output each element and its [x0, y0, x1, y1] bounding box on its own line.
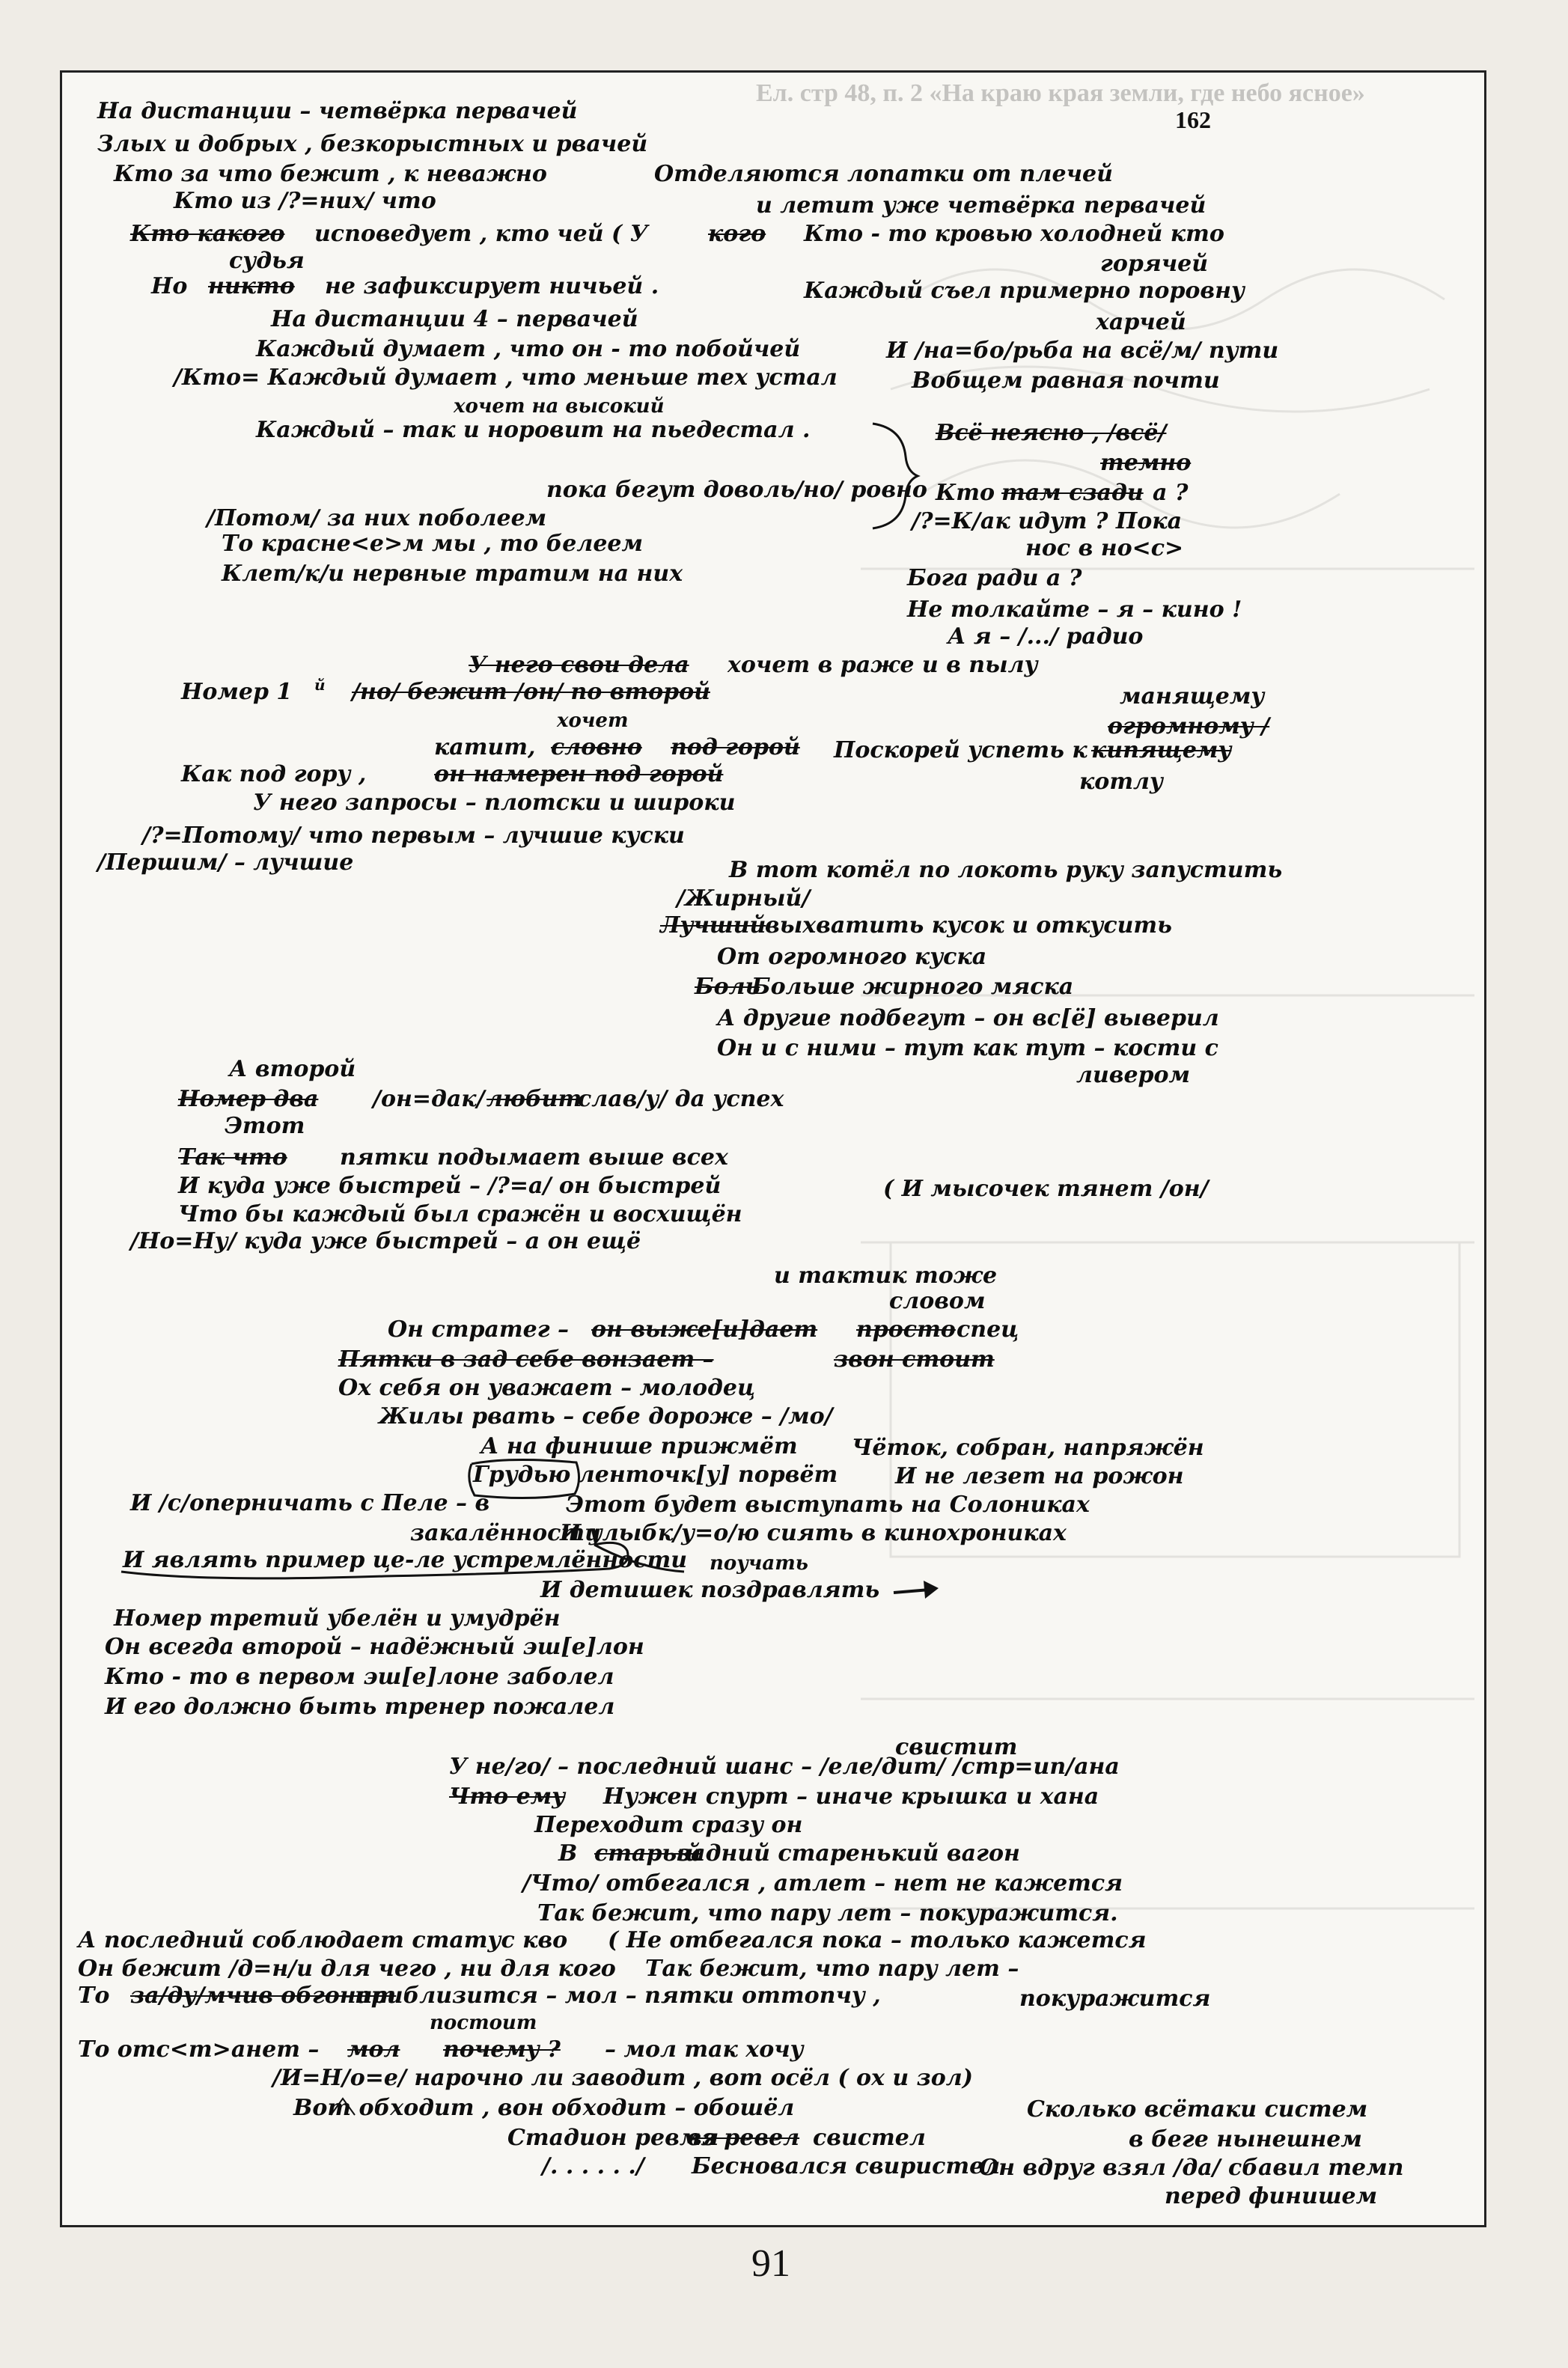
text-line: /Першим/ – лучшие	[97, 849, 354, 876]
text-line: судья	[229, 248, 305, 274]
text-line: Стадион ревмя	[507, 2125, 719, 2151]
text-line-struck: Пятки в зад себе вонзает –	[338, 1346, 714, 1373]
text-line: Сколько всётаки систем	[1027, 2096, 1368, 2123]
text-line: И не лезет на рожон	[895, 1463, 1184, 1489]
text-line: Номер 1	[181, 679, 293, 705]
text-line-struck: он намерен под горой	[434, 761, 724, 787]
text-line: И /на=бо/рьба на всё/м/ пути	[886, 338, 1279, 364]
text-line: свистит	[895, 1734, 1018, 1760]
text-line: Жилы рвать – себе дороже – /мо/	[379, 1403, 833, 1429]
text-line: Клет/к/и нервные тратим на них	[222, 561, 683, 587]
text-line: И куда уже быстрей – /?=а/ он быстрей	[178, 1173, 722, 1199]
text-line: харчей	[1096, 309, 1186, 335]
text-line-struck: под горой	[671, 734, 800, 760]
text-line: котлу	[1079, 769, 1163, 795]
text-line-struck: словно	[551, 734, 642, 760]
text-annotation: постоит	[430, 2012, 537, 2034]
text-line: а ?	[1153, 480, 1189, 506]
text-line: А другие подбегут – он вс[ё] выверил	[717, 1005, 1219, 1031]
text-line: закалённости	[410, 1520, 601, 1546]
text-line: Так бежит, что пару лет –	[645, 1956, 1019, 1982]
text-line: ливером	[1076, 1062, 1191, 1088]
text-line: Отделяются лопатки от плечей	[654, 161, 1113, 187]
text-line: Переходит сразу он	[534, 1812, 803, 1838]
text-line: покуражится	[1019, 1986, 1211, 2012]
text-line: Кто - то кровью холодней кто	[804, 221, 1224, 247]
text-line: и тактик тоже	[774, 1263, 998, 1289]
text-line: А последний соблюдает статус кво	[78, 1927, 568, 1953]
text-line: Злых и добрых , безкорыстных и рвачей	[97, 131, 648, 157]
text-line: /. . . . . ./	[542, 2153, 644, 2179]
text-line: спец	[957, 1316, 1019, 1343]
text-line: в беге нынешнем	[1129, 2126, 1362, 2152]
text-line: А на финише прижмёт	[481, 1433, 798, 1459]
text-line: приблизится – мол – пятки оттопчу ,	[355, 1983, 881, 2009]
text-line-struck: никто	[208, 273, 295, 299]
text-line: То красне<е>м мы , то белеем	[222, 531, 644, 557]
text-line: Этот	[225, 1113, 305, 1139]
text-line: Как под гору ,	[181, 761, 367, 787]
text-line-struck: вз ревел	[687, 2125, 800, 2151]
text-line: ( Не отбегался пока – только кажется	[608, 1927, 1147, 1953]
text-line-struck: Так что	[178, 1144, 287, 1171]
text-line-struck: темно	[1100, 450, 1192, 476]
text-line: слав/у/ да успех	[578, 1086, 784, 1112]
text-line: Нужен спурт – иначе крышка и хана	[603, 1783, 1099, 1810]
text-line-struck: старый	[594, 1840, 701, 1867]
text-line: манящему	[1120, 683, 1265, 710]
text-line-struck: почему ?	[443, 2036, 561, 2063]
text-line: На дистанции 4 – первачей	[271, 306, 638, 332]
text-line: Не толкайте – я – кино !	[907, 596, 1242, 623]
text-line: Кто за что бежит , к неважно	[114, 161, 547, 187]
page-number-bottom: 91	[751, 2242, 790, 2285]
text-line: У него запросы – плотски и широки	[253, 790, 736, 816]
text-line: И /с/оперничать с Пеле – в	[130, 1490, 490, 1516]
text-annotation: хочет на высокий	[454, 395, 665, 418]
text-line: – мол так хочу	[605, 2036, 804, 2063]
text-line: Вобщем равная почти	[912, 367, 1220, 394]
text-line: Он бежит /д=н/и для чего , ни для кого	[78, 1956, 616, 1982]
text-line: хочет в раже и в пылу	[727, 652, 1038, 678]
text-line-struck: Кто какого	[130, 221, 285, 247]
text-line: Этот будет выступать на Солониках	[566, 1492, 1090, 1518]
text-line: И его должно быть тренер пожалел	[105, 1694, 615, 1720]
text-line: Бесновался свиристел	[692, 2153, 1001, 2179]
text-line-struck: мол	[347, 2036, 400, 2063]
text-line: От огромного куска	[717, 944, 987, 970]
text-line: Ох себя он уважает – молодец	[338, 1375, 756, 1401]
text-line: пятки подымает выше всех	[340, 1144, 728, 1171]
text-line: Так бежит, что пару лет – покуражится.	[537, 1900, 1118, 1926]
text-line-struck: Лучший	[660, 912, 766, 939]
curly-brace-mark	[868, 419, 921, 531]
underline-loop-mark	[115, 1539, 639, 1584]
text-line: А я – /.../ радио	[948, 623, 1144, 650]
text-line: /Но=Ну/ куда уже быстрей – а он ещё	[130, 1228, 641, 1254]
text-line: Бога ради а ?	[907, 565, 1082, 591]
text-line: Кто - то в первом эш[е]лоне заболел	[105, 1664, 614, 1690]
text-line: Поскорей успеть к	[834, 737, 1087, 763]
text-line: И улыбк/у=о/ю сиять в кинохрониках	[560, 1520, 1067, 1546]
text-line: ( И мысочек тянет /он/	[883, 1176, 1209, 1202]
text-line: горячей	[1100, 251, 1209, 277]
text-line: Он стратег –	[388, 1316, 570, 1343]
text-line-struck: Всё неясно , /всё/	[936, 420, 1167, 446]
text-line: нос в но<с>	[1025, 535, 1184, 561]
text-line: задний старенький вагон	[677, 1840, 1020, 1867]
arrow-icon	[891, 1576, 943, 1606]
text-line: То отс<т>анет –	[78, 2036, 320, 2063]
text-annotation: поучать	[710, 1552, 808, 1575]
text-line: Больше жирного мяска	[751, 974, 1074, 1000]
text-line: Он вдруг взял /да/ сбавил темп	[979, 2155, 1404, 2181]
text-line: Кто	[936, 480, 995, 506]
ghost-header-text: Ел. стр 48, п. 2 «На краю края земли, где небо ясное»	[756, 79, 1365, 107]
text-line-struck: /но/ бежит /он/ по второй	[352, 679, 710, 705]
circled-word-mark	[464, 1458, 584, 1500]
text-line: В	[558, 1840, 578, 1867]
text-line-struck: любит	[486, 1086, 582, 1112]
text-line-struck: кипящему	[1091, 737, 1232, 763]
text-line-struck: звон стоит	[834, 1346, 995, 1373]
text-line-struck: У него свои дела	[469, 652, 689, 678]
text-line-struck: Боль	[695, 974, 760, 1000]
text-line: свистел	[813, 2125, 926, 2151]
text-line: /Что/ отбегался , атлет – нет не кажется	[522, 1870, 1123, 1896]
text-line-struck: за/ду/мчив обгонит	[130, 1983, 397, 2009]
text-line: Вот обходит , вон обходит – обошёл	[293, 2095, 795, 2121]
text-line: /он=дак/	[373, 1086, 485, 1112]
text-line: /Кто= Каждый думает , что меньше тех устал	[174, 364, 838, 391]
text-line-struck: огромному /	[1108, 713, 1270, 739]
text-line: выхватить кусок и откусить	[765, 912, 1172, 939]
text-line: катит,	[434, 734, 536, 760]
text-line-struck: Номер два	[178, 1086, 319, 1112]
text-line: У не/го/ – последний шанс – /еле/дит/ /стр=ип/ана	[449, 1754, 1120, 1780]
text-line: На дистанции – четвёрка первачей	[97, 98, 578, 124]
text-line: Чёток, собран, напряжён	[852, 1435, 1204, 1461]
text-line: пока бегут доволь/но/ ровно	[546, 477, 927, 503]
text-line: /Жирный/	[677, 885, 811, 912]
text-line: /?=К/ак идут ? Пока	[912, 508, 1183, 534]
text-line: Он и с ними – тут как тут – кости с	[717, 1035, 1218, 1061]
text-line: Каждый думает , что он - то побойчей	[256, 336, 801, 362]
text-annotation: хочет	[557, 710, 629, 732]
text-line: То	[78, 1983, 110, 2009]
text-line: и летит уже четвёрка первачей	[756, 192, 1206, 219]
text-line: словом	[889, 1288, 986, 1314]
text-line: И детишек поздравлять	[540, 1577, 880, 1603]
text-line: Каждый съел примерно поровну	[804, 278, 1245, 304]
text-line-struck: он выже[и]дает	[591, 1316, 818, 1343]
text-line-struck: просто	[856, 1316, 956, 1343]
text-line: В тот котёл по локоть руку запустить	[729, 857, 1283, 883]
text-line: /И=Н/о=е/ нарочно ли заводит , вот осёл ( ох и зол)	[272, 2065, 973, 2091]
text-line: Номер третий убелён и умудрён	[114, 1605, 561, 1632]
text-line: перед финишем	[1165, 2183, 1378, 2209]
text-line: не зафиксирует ничьей .	[325, 273, 659, 299]
text-line: А второй	[229, 1056, 356, 1082]
insertion-caret-mark	[328, 2096, 358, 2118]
text-superscript: й	[314, 676, 326, 694]
text-line: Что бы каждый был сражён и восхищён	[178, 1201, 742, 1227]
text-line: И являть пример це-ле устремлённости	[123, 1547, 688, 1573]
text-line-struck: кого	[708, 221, 766, 247]
text-line: /Потом/ за них поболеем	[207, 505, 547, 531]
text-line: Грудью ленточк[у] порвёт	[473, 1462, 838, 1488]
text-line-struck: там сзади	[1001, 480, 1144, 506]
page-number-top: 162	[1175, 106, 1211, 133]
text-line-struck: Что ему	[449, 1783, 566, 1810]
text-line: /?=Потому/ что первым – лучшие куски	[142, 823, 685, 849]
text-line: Он всегда второй – надёжный эш[е]лон	[105, 1634, 644, 1660]
text-line: Кто из /?=них/ что	[174, 188, 436, 214]
text-line: Каждый – так и норовит на пьедестал .	[256, 417, 811, 443]
text-line: исповедует , кто чей ( У	[314, 221, 648, 247]
text-line: Но	[151, 273, 188, 299]
